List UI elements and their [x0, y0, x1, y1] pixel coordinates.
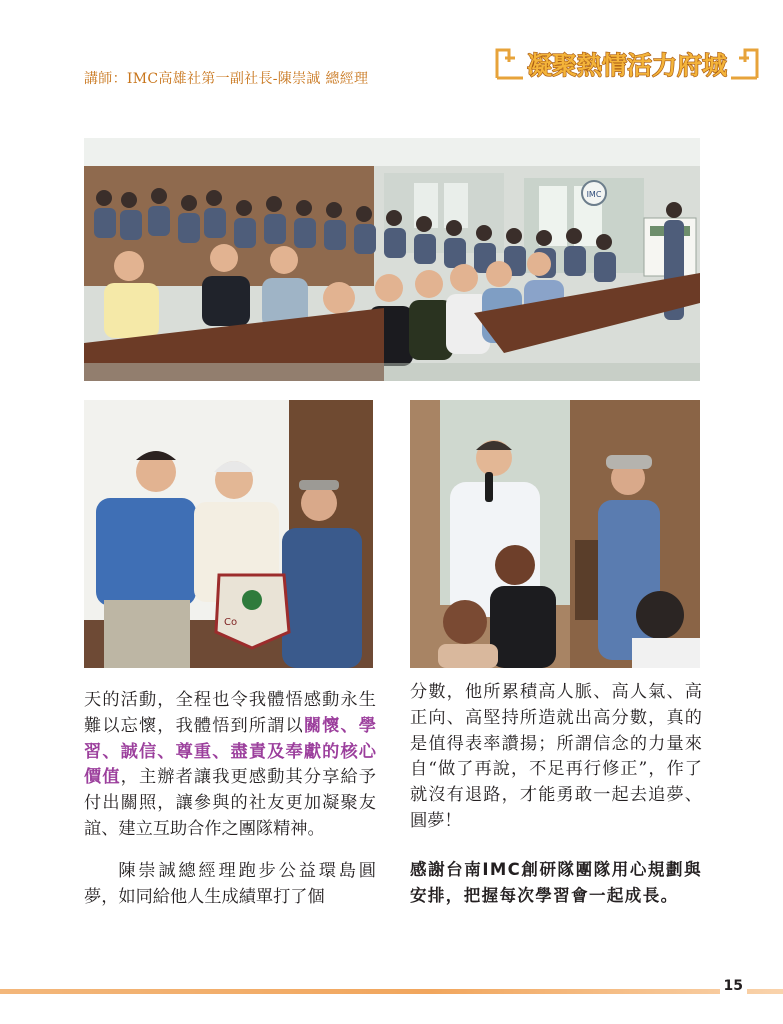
pennant-exchange-photo [84, 400, 373, 668]
speaker-photo [410, 400, 700, 668]
right-paragraph-1: 分數，他所累積高人脈、高人氣、高正向、高堅持所造就出高分數，真的是值得表率讚揚；所謂信念的力量來自“做了再說，不足再行修正”，作了就沒有退路，才能勇敢一起去追夢、圓夢！ [410, 682, 702, 831]
pennant-text: Co [224, 617, 238, 628]
thanks-paragraph: 感謝台南IMC創研隊團隊用心規劃與安排，把握每次學習會一起成長。 [410, 859, 702, 905]
left-paragraph-1: 天的活動，全程也令我體悟感動永生難以忘懷，我體悟到所謂以關懷、學習、誠信、尊重、盡責及奉獻的核心價值，主辦者讓我更感動其分享給予付出關照，讓參與的社友更加凝聚友誼、建立互助合作之團隊精神。 [84, 690, 376, 839]
footer-bar [0, 989, 783, 994]
speaker-caption: 講師：IMC高雄社第一副社長-陳崇誠 總經理 [84, 71, 369, 87]
group-photo [84, 138, 700, 381]
left-paragraph-2: 陳崇誠總經理跑步公益環島圓夢，如同給他人生成績單打了個 [84, 860, 376, 907]
core-values-highlight: 關懷、學習、誠信、尊重、盡責及奉獻的核心價值 [84, 715, 376, 788]
section-banner [493, 40, 761, 90]
banner-title: 凝聚熱情活力府城 [526, 51, 728, 80]
right-column-text [410, 680, 702, 909]
page-number: 15 [720, 978, 747, 994]
left-column-text [84, 688, 376, 910]
imc-wall-logo: IMC [586, 190, 602, 199]
